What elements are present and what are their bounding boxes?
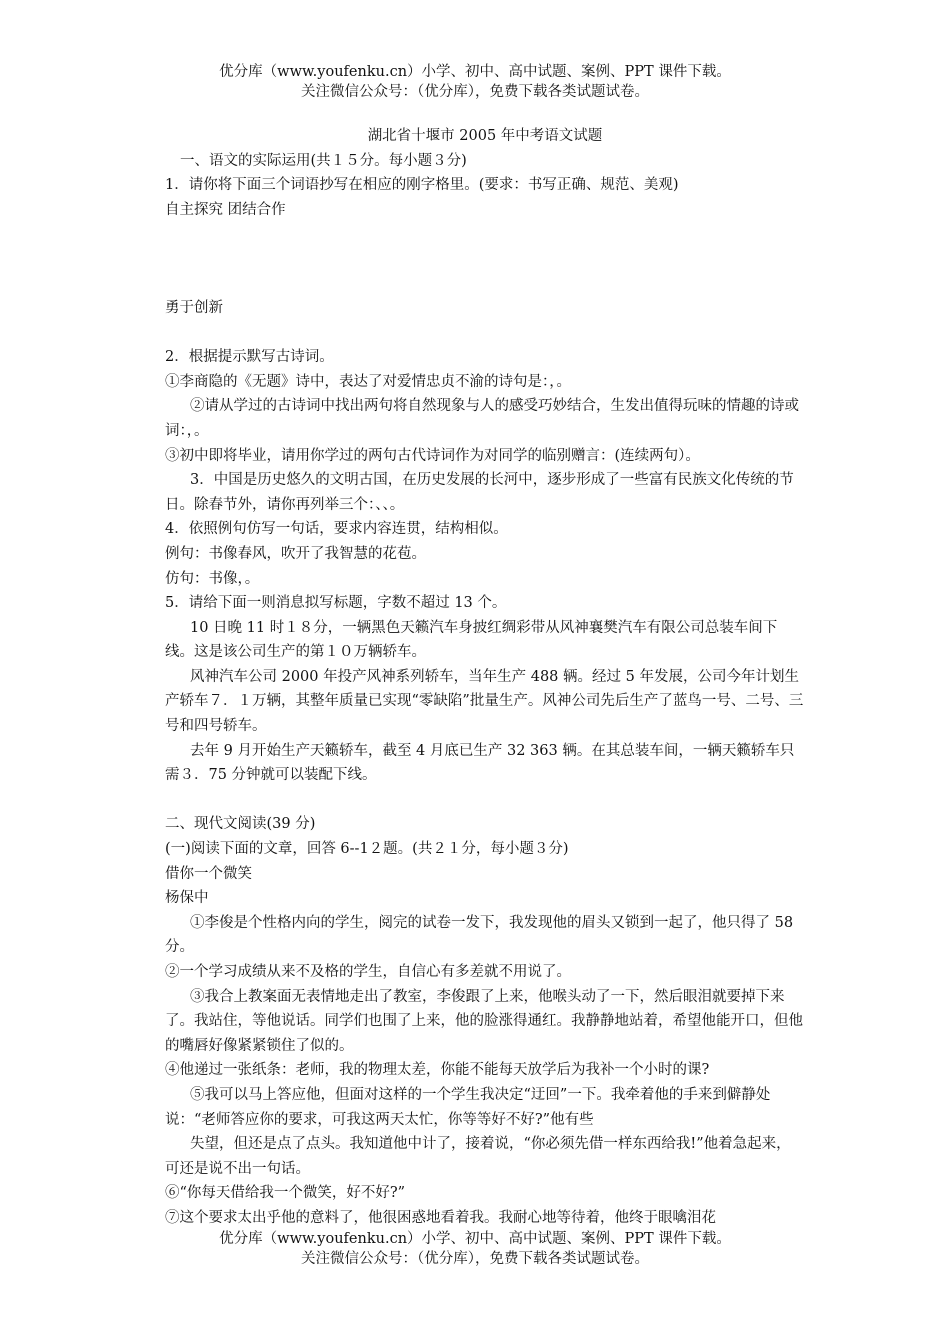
article-title: 借你一个微笑 <box>165 865 252 882</box>
spacer <box>165 271 805 296</box>
question-4: 4．依照例句仿写一句话，要求内容连贯，结构相似。 <box>165 521 508 538</box>
page-footer <box>0 1229 950 1269</box>
question-2-item-1: ①李商隐的《无题》诗中，表达了对爱情忠贞不渝的诗句是：，。 <box>165 373 571 390</box>
section-1-heading: 一、语文的实际运用(共１５分。每小题３分) <box>180 152 467 169</box>
article-paragraph-4: ④他递过一张纸条：老师，我的物理太差，你能不能每天放学后为我补一个小时的课? <box>165 1062 710 1079</box>
article-paragraph-5: ⑤我可以马上答应他，但面对这样的一个学生我决定“迂回”一下。我牵着他的手来到僻静处说：“老师答应你的要求，可我这两天太忙，你等等好不好?”他有些 <box>165 1086 771 1128</box>
news-paragraph-1: 10 日晚 11 时１８分，一辆黑色天籁汽车身披红绸彩带从风神襄樊汽车有限公司总装车间下线。这是该公司生产的第１０万辆轿车。 <box>165 619 778 661</box>
article-paragraph-7: ⑦这个要求太出乎他的意料了，他很困惑地看着我。我耐心地等待着，他终于眼噙泪花 <box>165 1209 716 1226</box>
article-paragraph-1: ①李俊是个性格内向的学生，阅完的试卷一发下，我发现他的眉头又锁到一起了，他只得了 58 分。 <box>165 914 794 956</box>
question-2: 2．根据提示默写古诗词。 <box>165 349 334 366</box>
article-paragraph-3: ③我合上教案面无表情地走出了教室，李俊跟了上来，他喉头动了一下，然后眼泪就要掉下来了。我站住，等他说话。同学们也围了上来，他的脸涨得通红。我静静地站着，希望他能开口，但他的嘴唇好像紧紧锁住了似的。 <box>165 988 803 1054</box>
spacer <box>165 222 805 271</box>
question-1: 1．请你将下面三个词语抄写在相应的刚字格里。(要求：书写正确、规范、美观) <box>165 177 679 194</box>
question-1-words-b: 勇于创新 <box>165 299 223 316</box>
question-2-item-2: ②请从学过的古诗词中找出两句将自然现象与人的感受巧妙结合，生发出值得玩味的情趣的诗或词：，。 <box>165 398 799 439</box>
article-author: 杨保中 <box>165 890 209 907</box>
news-paragraph-2: 风神汽车公司 2000 年投产风神系列轿车，当年生产 488 辆。经过 5 年发展，公司今年计划生产轿车７．１万辆，其整年质量已实现“零缺陷”批量生产。风神公司先后生产了蓝鸟一号、二号、三号和四号轿车。 <box>165 668 804 735</box>
spacer <box>165 788 805 813</box>
question-2-item-3: ③初中即将毕业，请用你学过的两句古代诗词作为对同学的临别赠言：(连续两句）。 <box>165 447 700 464</box>
page-header <box>0 62 950 102</box>
document-body <box>165 124 805 1231</box>
header-line-1: 优分库（www.youfenku.cn）小学、初中、高中试题、案例、PPT 课件下载。 <box>219 64 731 80</box>
article-paragraph-5-continued: 失望，但还是点了点头。我知道他中计了，接着说，“你必须先借一样东西给我!”他着急起来，可还是说不出一句话。 <box>165 1136 791 1177</box>
question-4-example: 例句：书像春风，吹开了我智慧的花苞。 <box>165 545 426 562</box>
question-3: 3．中国是历史悠久的文明古国，在历史发展的长河中，逐步形成了一些富有民族文化传统的节日。除春节外，请你再列举三个：、、。 <box>165 472 794 513</box>
question-1-words-a: 自主探究 团结合作 <box>165 201 286 218</box>
article-paragraph-6: ⑥“你每天借给我一个微笑，好不好?” <box>165 1185 406 1202</box>
document-title: 湖北省十堰市 2005 年中考语文试题 <box>367 128 603 144</box>
spacer <box>165 321 805 346</box>
part-1-heading: (一)阅读下面的文章，回答 6--1２题。(共２１分，每小题３分) <box>165 841 569 858</box>
section-2-heading: 二、现代文阅读(39 分) <box>165 816 316 833</box>
article-paragraph-2: ②一个学习成绩从来不及格的学生，自信心有多差就不用说了。 <box>165 964 571 980</box>
news-paragraph-3: 去年 9 月开始生产天籁轿车，截至 4 月底已生产 32 363 辆。在其总装车间，一辆天籁轿车只需３．75 分钟就可以装配下线。 <box>165 742 795 784</box>
footer-line-1: 优分库（www.youfenku.cn）小学、初中、高中试题、案例、PPT 课件下载。 <box>219 1231 731 1247</box>
footer-line-2: 关注微信公众号：（优分库），免费下载各类试题试卷。 <box>301 1251 649 1267</box>
question-5: 5．请给下面一则消息拟写标题，字数不超过 13 个。 <box>165 595 507 612</box>
question-4-imitate: 仿句：书像，。 <box>165 570 260 587</box>
header-line-2: 关注微信公众号：（优分库），免费下载各类试题试卷。 <box>301 84 649 100</box>
